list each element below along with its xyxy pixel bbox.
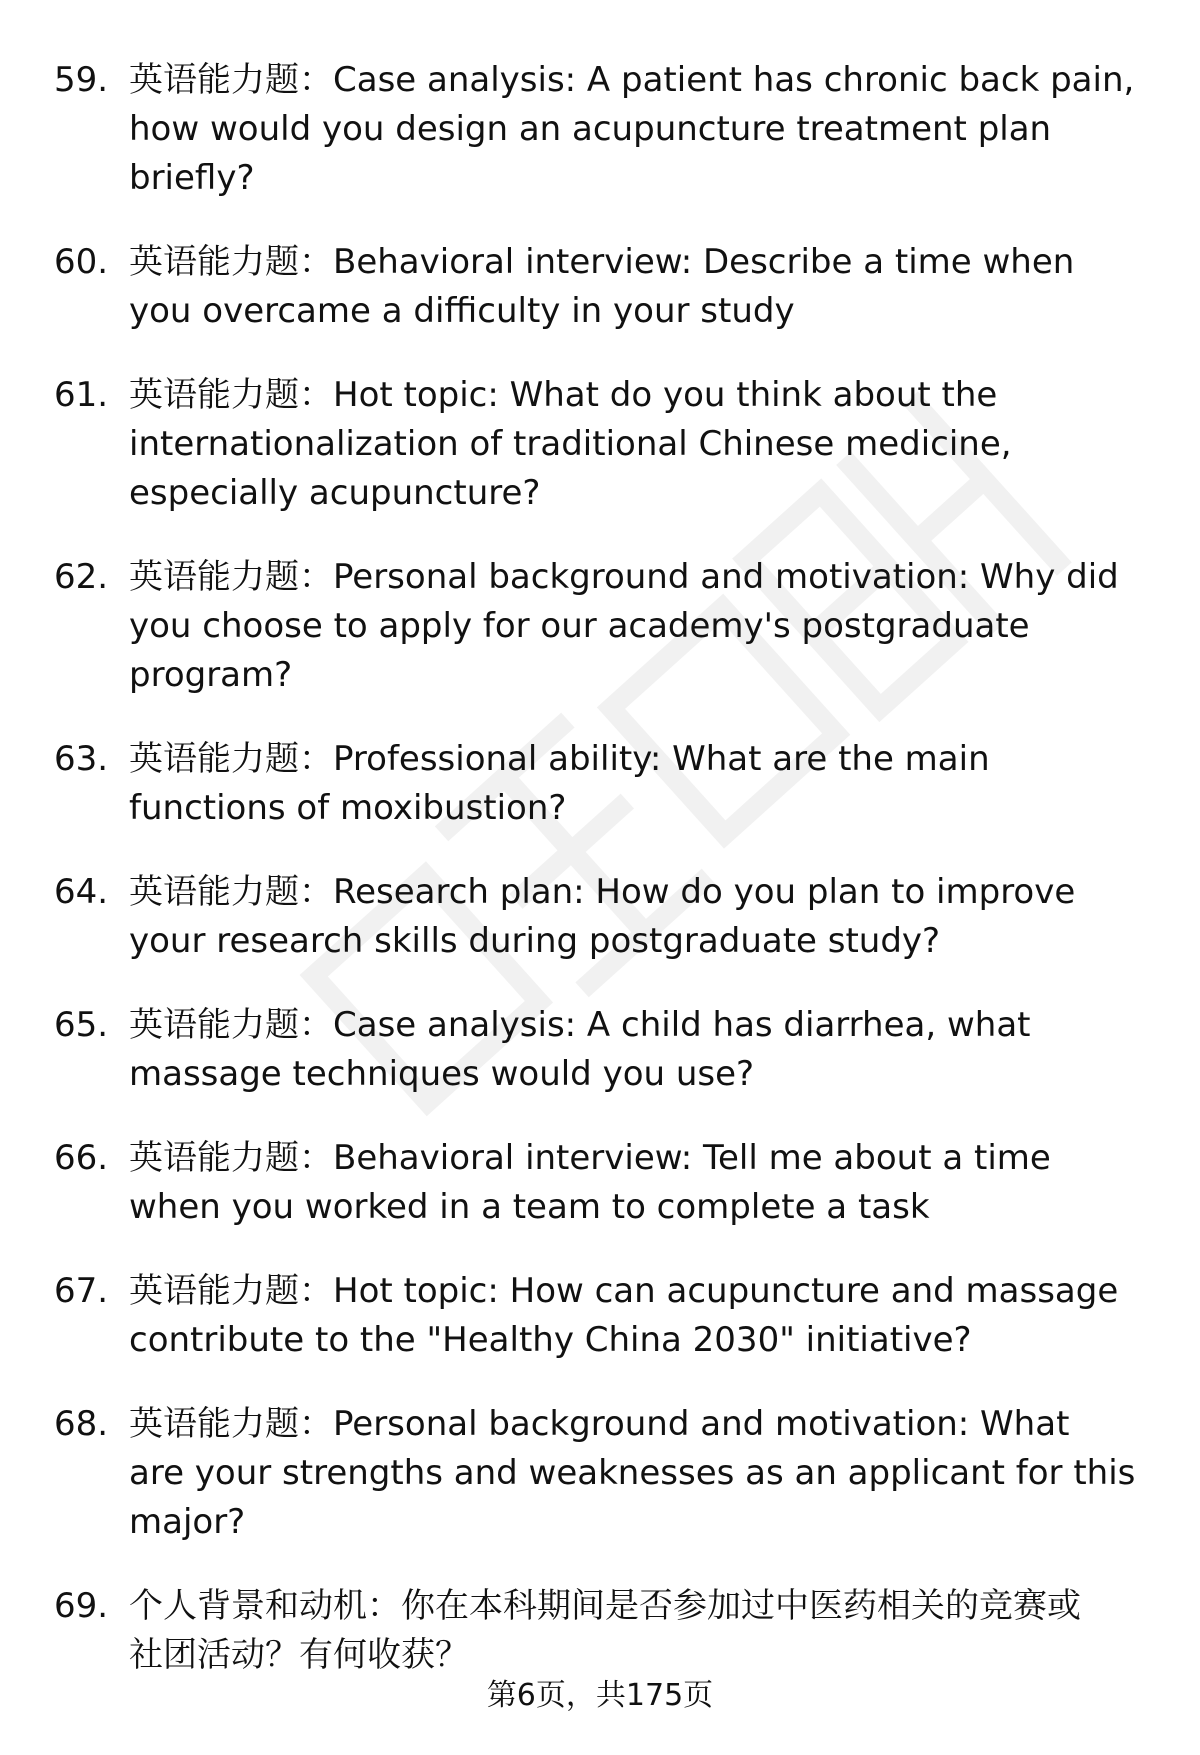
question-number: 69. (54, 1586, 109, 1626)
question-item (0, 238, 1200, 336)
question-text-line: briefly? (129, 158, 255, 198)
page-number-label: 第6页，共175页 (486, 1678, 714, 1713)
question-text-line: when you worked in a team to complete a task (129, 1187, 930, 1227)
question-item (0, 1134, 1200, 1232)
question-number: 61. (54, 375, 109, 415)
question-item (0, 1582, 1200, 1680)
question-text-line: 英语能力题：Case analysis: A patient has chronic back pain, (129, 60, 1135, 100)
question-number: 67. (54, 1271, 109, 1311)
question-text-line: functions of moxibustion? (129, 788, 567, 828)
question-number: 65. (54, 1005, 109, 1045)
question-text-line: 英语能力题：Hot topic: What do you think about the (129, 375, 998, 415)
question-list (0, 56, 1200, 1715)
question-number: 59. (54, 60, 109, 100)
question-text-line: internationalization of traditional Chinese medicine, (129, 424, 1012, 464)
question-item (0, 735, 1200, 833)
question-number: 60. (54, 242, 109, 282)
question-number: 62. (54, 557, 109, 597)
question-text-line: 英语能力题：Professional ability: What are the main (129, 739, 990, 779)
question-item (0, 1400, 1200, 1547)
question-text-line: 英语能力题：Personal background and motivation: Why did (129, 557, 1119, 597)
question-number: 64. (54, 872, 109, 912)
question-text-line: you choose to apply for our academy's postgraduate (129, 606, 1030, 646)
question-number: 66. (54, 1138, 109, 1178)
question-text-line: massage techniques would you use? (129, 1054, 755, 1094)
question-item (0, 56, 1200, 203)
question-text-line: program? (129, 655, 293, 695)
question-text-line: especially acupuncture? (129, 473, 541, 513)
question-number: 63. (54, 739, 109, 779)
page-footer (0, 1676, 1200, 1716)
question-text-line: 社团活动？有何收获？ (129, 1635, 469, 1675)
question-text-line: 个人背景和动机：你在本科期间是否参加过中医药相关的竞赛或 (129, 1586, 1081, 1626)
question-item (0, 1267, 1200, 1365)
question-item (0, 868, 1200, 966)
question-item (0, 371, 1200, 518)
question-text-line: 英语能力题：Research plan: How do you plan to improve (129, 872, 1076, 912)
question-text-line: major? (129, 1502, 246, 1542)
question-text-line: 英语能力题：Case analysis: A child has diarrhea, what (129, 1005, 1031, 1045)
question-text-line: how would you design an acupuncture treatment plan (129, 109, 1052, 149)
question-item (0, 1001, 1200, 1099)
question-text-line: 英语能力题：Behavioral interview: Tell me about a time (129, 1138, 1051, 1178)
question-text-line: 英语能力题：Behavioral interview: Describe a time when (129, 242, 1075, 282)
question-text-line: contribute to the "Healthy China 2030" initiative? (129, 1320, 972, 1360)
question-text-line: you overcame a difficulty in your study (129, 291, 795, 331)
question-text-line: 英语能力题：Hot topic: How can acupuncture and massage (129, 1271, 1119, 1311)
question-text-line: 英语能力题：Personal background and motivation: What (129, 1404, 1070, 1444)
question-text-line: are your strengths and weaknesses as an applicant for this (129, 1453, 1136, 1493)
question-number: 68. (54, 1404, 109, 1444)
question-text-line: your research skills during postgraduate study? (129, 921, 941, 961)
question-item (0, 553, 1200, 700)
